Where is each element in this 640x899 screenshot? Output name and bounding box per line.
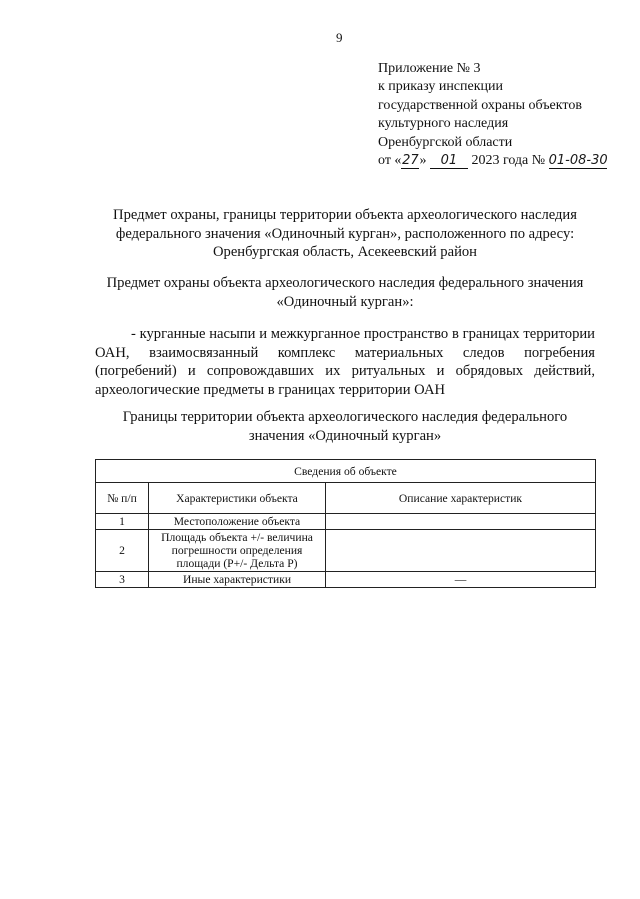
page-number: 9: [336, 30, 343, 45]
protection-items-text: - курганные насыпи и межкурганное пространство в границах территории ОАН, взаимосвязанный комплекс материальных следов погребения (погребений) и сопровождавших их ритуальных и обрядовых действий, археологические предметы в границах территории ОАН: [95, 326, 595, 398]
row-characteristic: Площадь объекта +/- величина погрешности определения площади (P+/- Дельта P): [149, 530, 326, 572]
appendix-line: государственной охраны объектов: [378, 97, 582, 113]
handwritten-day: 27: [402, 153, 419, 169]
row-characteristic: Местоположение объекта: [149, 514, 326, 530]
appendix-block: [378, 60, 607, 170]
appendix-line: Приложение № 3: [378, 61, 481, 76]
handwritten-order-number: 01-08-30: [548, 153, 608, 169]
row-number: 1: [96, 514, 149, 530]
row-description: [326, 514, 596, 530]
handwritten-month: 01: [430, 154, 468, 169]
object-info-table: [95, 459, 596, 588]
bounds-heading: Границы территории объекта археологического наследия федерального значения «Одиночный курган»: [122, 409, 568, 444]
table-row: [96, 514, 596, 530]
order-date-line: [378, 152, 607, 170]
row-characteristic: Иные характеристики: [149, 572, 326, 588]
header-characteristic: Характеристики объекта: [149, 483, 326, 514]
appendix-line: культурного наследия: [378, 116, 509, 132]
table-caption: Сведения об объекте: [96, 460, 596, 483]
date-prefix: от «: [378, 153, 402, 169]
table-caption-row: [96, 460, 596, 483]
row-number: 3: [96, 572, 149, 588]
protection-heading: Предмет охраны объекта археологического наследия федерального значения «Одиночный курган»:: [106, 275, 584, 310]
table-header-row: [96, 483, 596, 514]
date-mid: »: [419, 153, 427, 169]
appendix-line: к приказу инспекции: [378, 79, 504, 95]
protection-items: [95, 325, 595, 399]
year-text: 2023 года №: [471, 153, 546, 169]
appendix-line: Оренбургской области: [378, 134, 513, 150]
header-description: Описание характеристик: [326, 483, 596, 514]
row-number: 2: [96, 530, 149, 572]
document-title: Предмет охраны, границы территории объекта археологического наследия федерального значения «Одиночный курган», расположенного по адресу: Оренбургская область, Асекеевский район: [113, 207, 577, 260]
row-description: [326, 530, 596, 572]
row-description: —: [326, 572, 596, 588]
table-row: [96, 530, 596, 572]
header-number: № п/п: [96, 483, 149, 514]
table-row: [96, 572, 596, 588]
